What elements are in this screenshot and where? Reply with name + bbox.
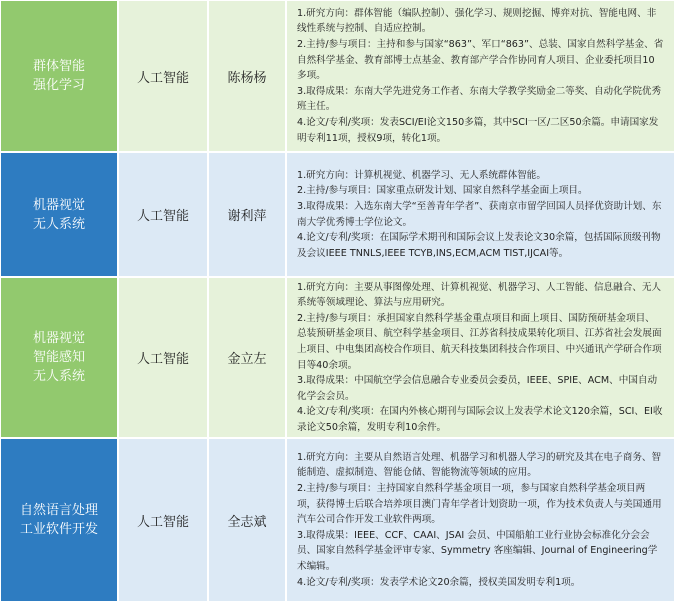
field-cell: 人工智能 — [118, 0, 208, 152]
name-cell: 谢利萍 — [208, 152, 286, 277]
table-row — [0, 0, 675, 152]
details-text: 1.研究方向：群体智能（编队控制）、强化学习、规则挖掘、博弈对抗、智能电网、非线性系统与控制、自适应控制。 2.主持/参与项目：主持和参与国家“863”、军口“863”、总装、国家自然科学基金、省自然科学基金、教育部博士点基金、教育部产学合作协同育人项目、企业委托项目10多项。 3.取得成果：东南大学先进党务工作者、东南大学教学奖励金二等奖、自动化学院优秀班主任。 4.论文/专利/奖项：发表SCI/EI论文150多篇，其中SCI一区/二区50余篇。申请国家发明专利11项，授权9项，转化1项。 — [297, 7, 664, 144]
details-text: 1.研究方向：计算机视觉、机器学习、无人系统群体智能。 2.主持/参与项目：国家重点研发计划、国家自然科学基金面上项目。 3.取得成果：入选东南大学“至善青年学者”、获南京市留学回国人员择优资助计划、东南大学优秀博士学位论文。 4.论文/专利/奖项：在国际学术期刊和国际会议上发表论文30余篇，包括国际顶级刊物及会议IEEE TNNLS,IEEE TCYB,INS,ECM,ACM TIST,IJCAI等。 — [297, 169, 662, 259]
details-cell — [286, 438, 675, 602]
details-cell — [286, 152, 675, 277]
name-cell: 陈杨杨 — [208, 0, 286, 152]
table-row — [0, 277, 675, 438]
details-text: 1.研究方向：主要从自然语言处理、机器学习和机器人学习的研究及其在电子商务、智能制造、虚拟制造、智能仓储、智能物流等领域的应用。 2.主持/参与项目：主持国家自然科学基金项目一项，参与国家自然科学基金项目两项，获得博士后联合培养项目澳门青年学者计划资助一项，作为技术负责人与美国通用汽车公司合作开发工业软件两项。 3.取得成果：IEEE、CCF、CAAI、JSAI 会员、中国船舶工业行业协会标准化分会会员、国家自然科学基金评审专家、Symmetry 客座编辑、Journal of Engineering学术编辑。 4.论文/专利/奖项：发表学术论文20余篇，授权美国发明专利1项。 — [297, 451, 662, 588]
field-cell: 人工智能 — [118, 277, 208, 438]
name-cell: 金立左 — [208, 277, 286, 438]
research-direction-cell: 自然语言处理 工业软件开发 — [0, 438, 118, 602]
field-cell: 人工智能 — [118, 438, 208, 602]
research-direction-cell: 群体智能 强化学习 — [0, 0, 118, 152]
details-text: 1.研究方向：主要从事图像处理、计算机视觉、机器学习、人工智能、信息融合、无人系统等领域理论、算法与应用研究。 2.主持/参与项目：承担国家自然科学基金重点项目和面上项目、国防预研基金项目、总装预研基金项目、航空科学基金项目、江苏省科技成果转化项目、江苏省社会发展面上项目、中电集团高校合作项目、航天科技集团科技合作项目、中兴通讯产学研合作项目等40余项。 3.取得成果：中国航空学会信息融合专业委员会委员，IEEE、SPIE、ACM、中国自动化学会会员。 4.论文/专利/奖项：在国内外核心期刊与国际会议上发表学术论文120余篇，SCI、EI收录论文50余篇，发明专利10余件。 — [297, 281, 663, 433]
research-direction-cell: 机器视觉 无人系统 — [0, 152, 118, 277]
table-row — [0, 152, 675, 277]
details-cell — [286, 277, 675, 438]
field-cell: 人工智能 — [118, 152, 208, 277]
research-direction-cell: 机器视觉 智能感知 无人系统 — [0, 277, 118, 438]
name-cell: 全志斌 — [208, 438, 286, 602]
details-cell — [286, 0, 675, 152]
table-row — [0, 438, 675, 602]
